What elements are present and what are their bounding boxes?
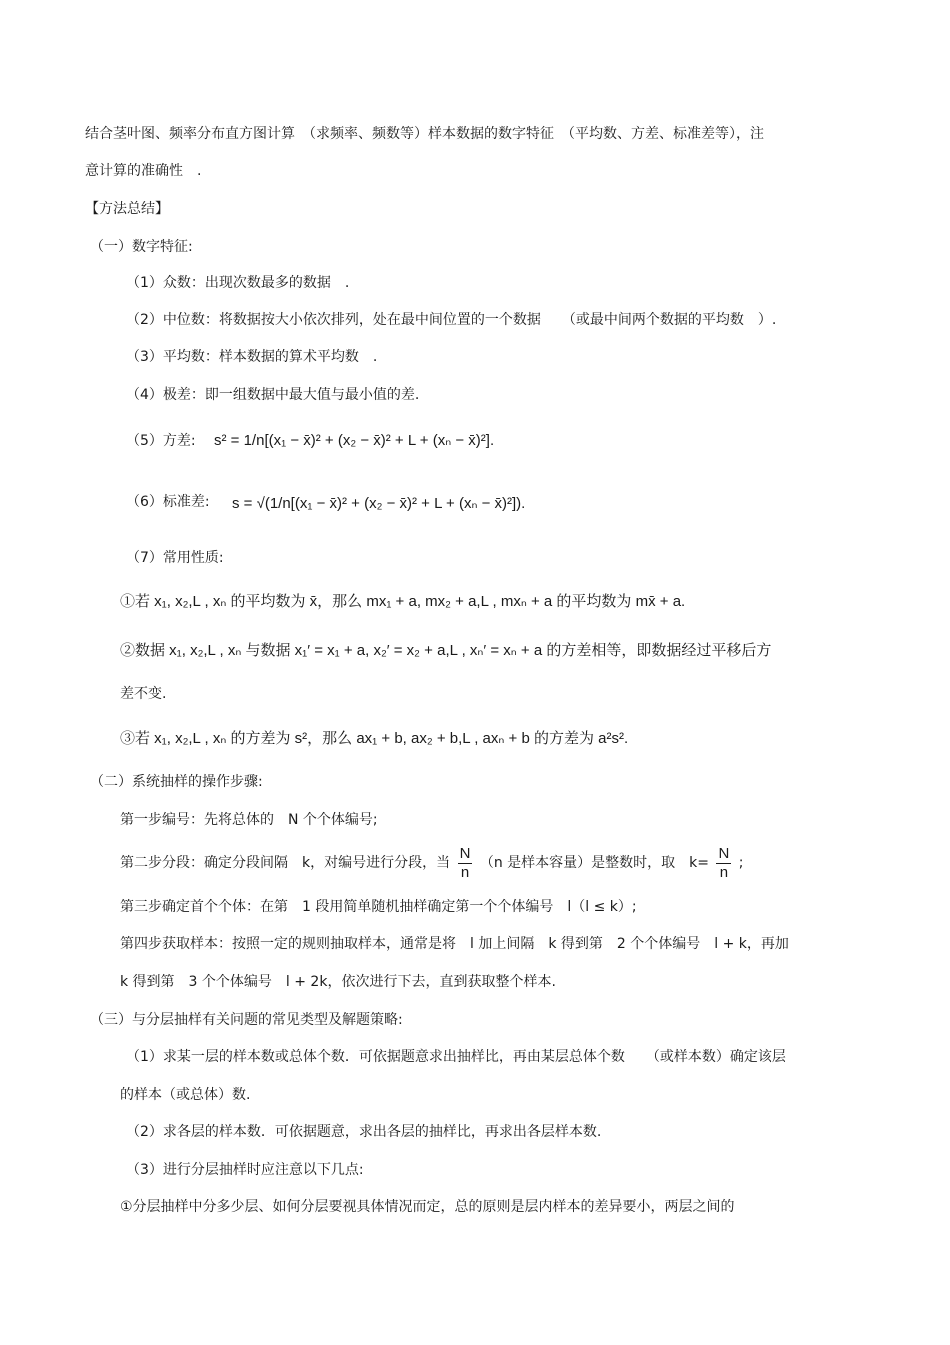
intro-line-2: 意计算的准确性 . [85, 163, 202, 179]
step-2-text-mid: （n 是样本容量）是整数时，取 k= [479, 855, 710, 871]
n-over-n-fraction [458, 845, 473, 882]
std-label: （6）标准差: [126, 494, 210, 510]
step-4-line-1: 第四步获取样本：按照一定的规则抽取样本，通常是将 l 加上间隔 k 得到第 2 个个体编号 l + k，再加 [120, 936, 789, 952]
step-3: 第三步确定首个个体：在第 1 段用简单随机抽样确定第一个个体编号 l（l ≤ k）; [120, 899, 637, 915]
k-fraction-numerator: N [718, 844, 730, 862]
property-2-line-2: 差不变. [120, 686, 167, 702]
property-1: ①若 x₁, x₂,L , xₙ 的平均数为 x̄，那么 mx₁ + a, mx₂ + a,L , mxₙ + a 的平均数为 mx̄ + a. [120, 593, 686, 610]
fraction-denominator: n [460, 863, 470, 881]
step-4-line-2: k 得到第 3 个个体编号 l + 2k，依次进行下去，直到获取整个样本. [120, 974, 556, 990]
section-3-item-3-1: ①分层抽样中分多少层、如何分层要视具体情况而定，总的原则是层内样本的差异要小，两层之间的 [120, 1199, 735, 1215]
section-3-item-1-line-1: （1）求某一层的样本数或总体个数．可依据题意求出抽样比，再由某层总体个数 （或样本数）确定该层 [126, 1049, 786, 1065]
item-mean: （3）平均数：样本数据的算术平均数 . [126, 349, 378, 365]
section-3-item-3: （3）进行分层抽样时应注意以下几点: [126, 1162, 364, 1178]
item-mode: （1）众数：出现次数最多的数据 . [126, 275, 350, 291]
k-fraction [716, 845, 731, 882]
step-2 [120, 843, 744, 883]
item-range: （4）极差：即一组数据中最大值与最小值的差. [126, 387, 420, 403]
std-formula: s = √(1/n[(x₁ − x̄)² + (x₂ − x̄)² + L + (xₙ − x̄)²]). [232, 495, 526, 512]
variance-formula: s² = 1/n[(x₁ − x̄)² + (x₂ − x̄)² + L + (xₙ − x̄)²]. [214, 432, 495, 449]
step-2-end: ; [738, 855, 744, 871]
step-2-text: 第二步分段：确定分段间隔 k，对编号进行分段，当 [120, 855, 451, 871]
fraction-numerator: N [459, 844, 471, 862]
section-2-title: （二）系统抽样的操作步骤: [90, 774, 263, 790]
item-median: （2）中位数：将数据按大小依次排列，处在最中间位置的一个数据 （或最中间两个数据的平均数 ）. [126, 312, 777, 328]
section-1-title: （一）数字特征: [90, 239, 193, 255]
property-3: ③若 x₁, x₂,L , xₙ 的方差为 s²，那么 ax₁ + b, ax₂ + b,L , axₙ + b 的方差为 a²s². [120, 730, 629, 747]
method-summary-title: 【方法总结】 [85, 201, 169, 217]
variance-label: （5）方差: [126, 433, 196, 449]
intro-line-1: 结合茎叶图、频率分布直方图计算 （求频率、频数等）样本数据的数字特征 （平均数、方差、标准差等），注 [85, 126, 764, 142]
step-1: 第一步编号：先将总体的 N 个个体编号; [120, 812, 378, 828]
k-fraction-denominator: n [719, 863, 729, 881]
properties-title: （7）常用性质: [126, 550, 224, 566]
section-3-item-2: （2）求各层的样本数．可依据题意，求出各层的抽样比，再求出各层样本数. [126, 1124, 602, 1140]
section-3-title: （三）与分层抽样有关问题的常见类型及解题策略: [90, 1012, 403, 1028]
property-2-line-1: ②数据 x₁, x₂,L , xₙ 与数据 x₁′ = x₁ + a, x₂′ = x₂ + a,L , xₙ′ = xₙ + a 的方差相等，即数据经过平移后方 [120, 642, 772, 659]
section-3-item-1-line-2: 的样本（或总体）数. [120, 1087, 251, 1103]
